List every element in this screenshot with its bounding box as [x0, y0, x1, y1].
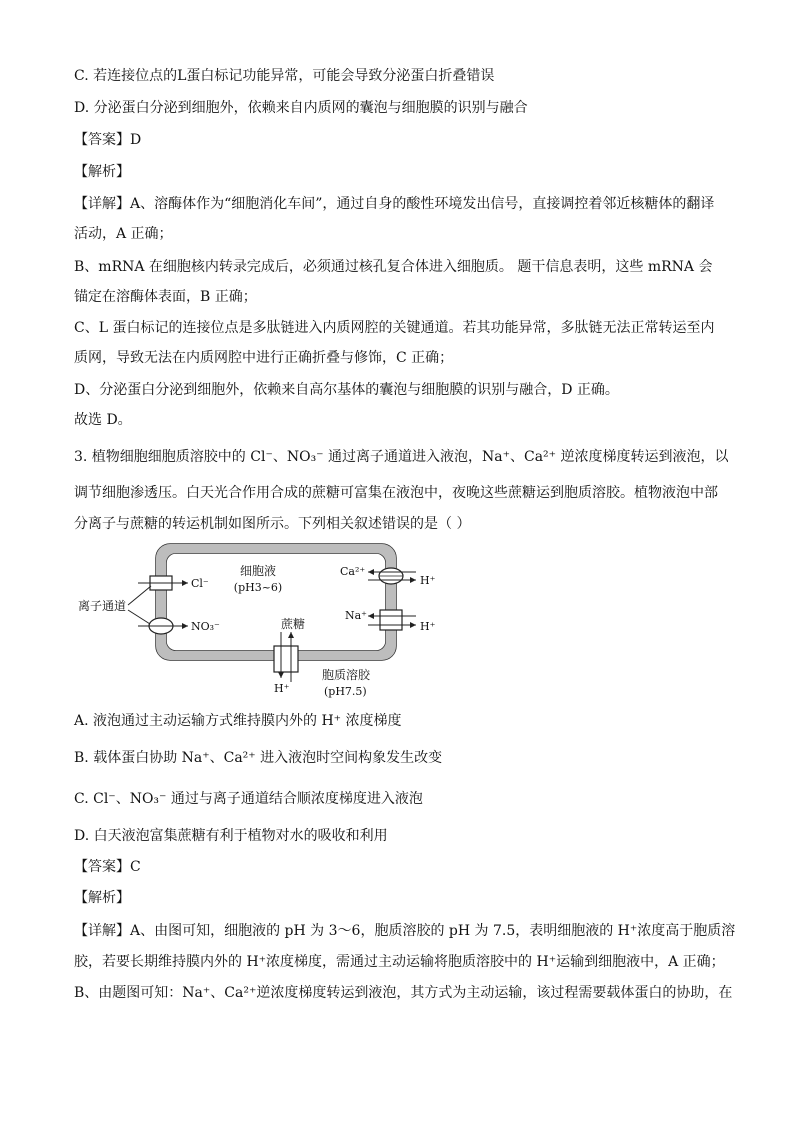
cell-sap-ph: (pH3~6) [233, 581, 283, 594]
cytosol-ph: (pH7.5) [324, 685, 367, 698]
option-c-prev: C. 若连接位点的L蛋白标记功能异常，可能会导致分泌蛋白折叠错误 [74, 68, 495, 84]
analysis-heading-prev: 【解析】 [74, 164, 130, 180]
ca-label: Ca²⁺ [340, 565, 366, 578]
ion-channel-label: 离子通道 [78, 599, 127, 613]
explanation-line: 质网，导致无法在内质网腔中进行正确折叠与修饰，C 正确； [74, 350, 454, 366]
explanation-line: D、分泌蛋白分泌到细胞外，依赖来自高尔基体的囊泡与细胞膜的识别与融合，D 正确。 [74, 382, 619, 398]
question-stem: 分离子与蔗糖的转运机制如图所示。下列相关叙述错误的是（ ） [74, 516, 471, 532]
pointer-line-top [128, 586, 151, 605]
option-d: D. 白天液泡富集蔗糖有利于植物对水的吸收和利用 [74, 828, 388, 844]
question-stem: 3. 植物细胞细胞质溶胶中的 Cl⁻、NO₃⁻ 通过离子通道进入液泡，Na⁺、Ca²⁺ 逆浓度梯度转运到液泡，以 [74, 449, 729, 465]
membrane-outer [156, 544, 396, 660]
vacuole-transport-diagram [78, 538, 438, 698]
answer-prev: 【答案】D [74, 132, 142, 148]
option-d-prev: D. 分泌蛋白分泌到细胞外，依赖来自内质网的囊泡与细胞膜的识别与融合 [74, 100, 528, 116]
cell-sap-label: 细胞液 [239, 564, 277, 578]
sucrose-transporter [274, 646, 298, 672]
explanation-line: 锚定在溶酶体表面，B 正确； [74, 289, 257, 305]
explanation-line: B、mRNA 在细胞核内转录完成后，必须通过核孔复合体进入细胞质。 题干信息表明，这些 mRNA 会 [74, 259, 713, 275]
answer: 【答案】C [74, 859, 141, 875]
question-stem: 调节细胞渗透压。白天光合作用合成的蔗糖可富集在液泡中，夜晚这些蔗糖运到胞质溶胶。植物液泡中部 [74, 485, 718, 501]
conclusion: 故选 D。 [74, 412, 132, 428]
option-a: A. 液泡通过主动运输方式维持膜内外的 H⁺ 浓度梯度 [74, 713, 402, 729]
cytosol-label: 胞质溶胶 [322, 668, 371, 682]
h-mid-label: H⁺ [420, 620, 436, 633]
explanation-line: C、L 蛋白标记的连接位点是多肽链进入内质网腔的关键通道。若其功能异常，多肽链无法正常转运至内 [74, 320, 715, 336]
option-b: B. 载体蛋白协助 Na⁺、Ca²⁺ 进入液泡时空间构象发生改变 [74, 750, 443, 766]
vacuole-transport-svg [78, 538, 438, 698]
no3-label: NO₃⁻ [191, 620, 220, 633]
explanation-line: 胶，若要长期维持膜内外的 H⁺浓度梯度，需通过主动运输将胞质溶胶中的 H⁺运输到细胞液中，A 正确； [74, 954, 725, 970]
h-top-label: H⁺ [420, 574, 436, 587]
sucrose-label: 蔗糖 [281, 617, 306, 631]
membrane-fill [156, 544, 396, 660]
h-bottom-label: H⁺ [274, 682, 290, 695]
na-label: Na⁺ [345, 609, 367, 622]
explanation-line: 活动，A 正确； [74, 226, 173, 242]
cl-label: Cl⁻ [191, 577, 209, 590]
option-c: C. Cl⁻、NO₃⁻ 通过与离子通道结合顺浓度梯度进入液泡 [74, 791, 423, 807]
na-transporter [380, 610, 402, 630]
explanation-line: B、由题图可知：Na⁺、Ca²⁺逆浓度梯度转运到液泡，其方式为主动运输，该过程需要载体蛋白的协助，在 [74, 985, 733, 1001]
explanation-line: 【详解】A、由图可知，细胞液的 pH 为 3～6，胞质溶胶的 pH 为 7.5，表明细胞液的 H⁺浓度高于胞质溶 [74, 923, 736, 939]
explanation-line: 【详解】A、溶酶体作为“细胞消化车间”，通过自身的酸性环境发出信号，直接调控着邻近核糖体的翻译 [74, 196, 715, 212]
analysis-heading: 【解析】 [74, 890, 130, 906]
pointer-line-bottom [128, 610, 150, 624]
